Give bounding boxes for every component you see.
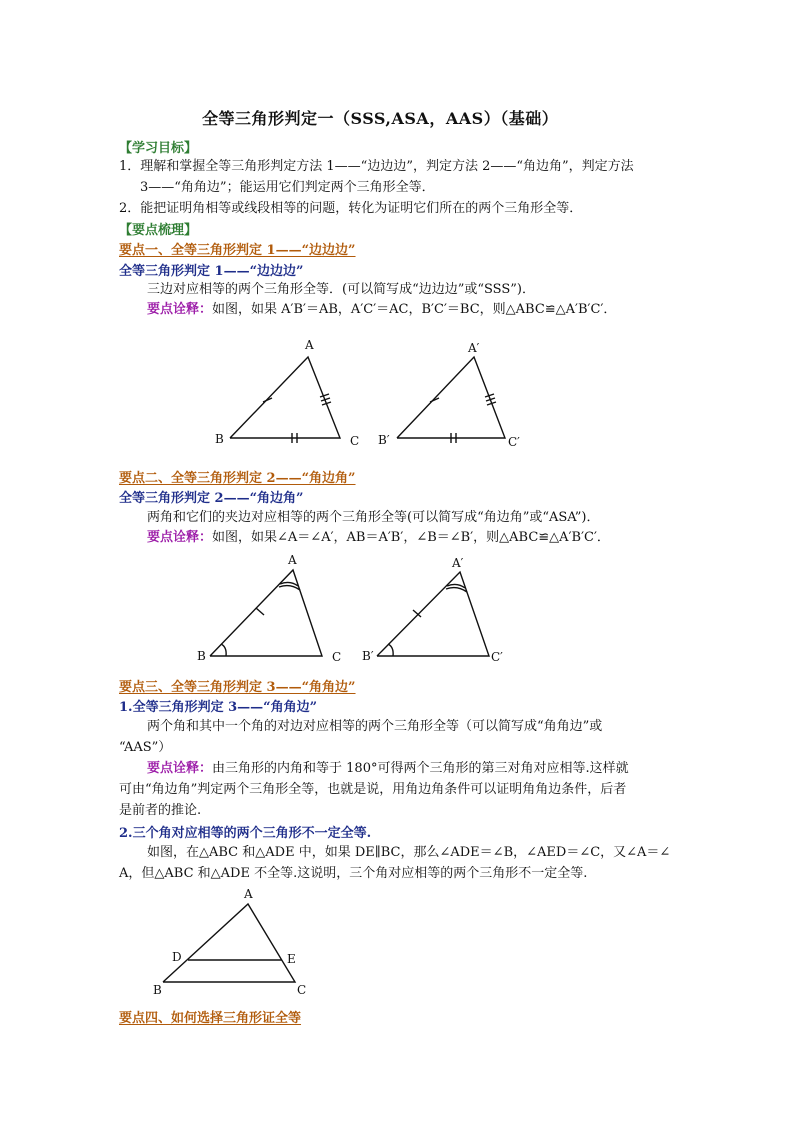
label-b: B: [215, 432, 224, 446]
label-a-3: A: [244, 887, 253, 901]
point3-sub2-heading: 2.三个角对应相等的两个三角形不一定全等.: [119, 826, 372, 841]
point3-sub2-line-2: A，但△ABC 和△ADE 不全等.这说明，三个角对应相等的两个三角形不一定全等.: [119, 866, 588, 881]
point4-heading: 要点四、如何选择三角形证全等: [119, 1011, 302, 1026]
point2-note: [147, 528, 610, 548]
label-c-3: C: [297, 983, 307, 997]
note-label: 要点诠释：: [147, 530, 213, 545]
label-c: C: [350, 434, 360, 448]
point3-subheading: 1.全等三角形判定 3——“角角边”: [119, 700, 318, 715]
point2-subheading: 全等三角形判定 2——“角边角”: [119, 491, 304, 506]
point3-heading: 要点三、全等三角形判定 3——“角角边”: [119, 680, 356, 695]
point3-text-line-2: “AAS”）: [119, 740, 172, 755]
triangle-abc-prime-outline: [397, 357, 505, 438]
key-points-heading: 【要点梳理】: [119, 223, 198, 238]
triangle-abc-prime: [378, 341, 520, 449]
point1-text: 三边对应相等的两个三角形全等．(可以简写成“边边边”或“SSS”)．: [147, 282, 535, 297]
point1-subheading: 全等三角形判定 1——“边边边”: [119, 264, 304, 279]
label-c-asa: C: [332, 650, 342, 664]
asa-figure: [190, 550, 530, 670]
point2-heading: 要点二、全等三角形判定 2——“角边角”: [119, 471, 356, 486]
label-b-3: B: [153, 983, 162, 997]
label-b-asa: B: [197, 649, 206, 663]
triangle-abc-prime-asa-outline: [377, 572, 489, 656]
label-a-asa: A: [288, 553, 297, 567]
tick-ab-asa: [256, 608, 264, 615]
label-d-3: D: [172, 950, 182, 964]
goal-item-2: 2．能把证明角相等或线段相等的问题，转化为证明它们所在的两个三角形全等．: [119, 201, 583, 216]
label-a-prime: A′: [468, 341, 480, 355]
label-b-prime: B′: [378, 433, 390, 447]
goal-item-1-line-2: 3——“角角边”；能运用它们判定两个三角形全等．: [140, 180, 435, 195]
triangle-abc-outline-3: [163, 904, 295, 982]
triangle-abc-prime-asa: [362, 556, 503, 664]
label-c-prime: C′: [508, 435, 520, 449]
sss-figure: [200, 332, 580, 454]
point1-note: [147, 300, 616, 320]
angle-arc-a-2: [279, 586, 300, 590]
label-c-prime-asa: C′: [491, 650, 503, 664]
point2-text: 两角和它们的夹边对应相等的两个三角形全等(可以简写成“角边角”或“ASA”)．: [147, 510, 600, 525]
label-b-prime-asa: B′: [362, 649, 374, 663]
triangle-abc-outline: [230, 357, 340, 438]
angle-arc-a2-2: [446, 588, 467, 592]
point3-sub2-line-1: 如图，在△ABC 和△ADE 中，如果 DE∥BC，那么∠ADE＝∠B，∠AED＝∠C，又∠A＝∠: [147, 845, 671, 860]
point3-note-line-1: [147, 759, 629, 779]
point3-note-line-3: 是前者的推论.: [119, 803, 202, 818]
tick-ac-1: [320, 394, 329, 397]
point1-heading: 要点一、全等三角形判定 1——“边边边”: [119, 243, 356, 258]
note-text: 如图，如果 A′B′＝AB，A′C′＝AC，B′C′＝BC，则△ABC≌△A′B′C′．: [212, 302, 617, 317]
point3-note-line-2: 可由“角边角”判定两个三角形全等，也就是说，用角边角条件可以证明角角边条件，后者: [119, 782, 627, 797]
label-a: A: [305, 338, 314, 352]
note-text: 由三角形的内角和等于 180°可得两个三角形的第三对角对应相等.这样就: [212, 761, 629, 776]
note-label: 要点诠释：: [147, 302, 213, 317]
label-a-prime-asa: A′: [452, 556, 464, 570]
angle-arc-b: [221, 644, 226, 656]
page-title: 全等三角形判定一（SSS,ASA，AAS）（基础）: [202, 109, 559, 128]
learning-goals-heading: 【学习目标】: [119, 141, 198, 156]
triangle-abc-asa: [197, 553, 341, 664]
angle-arc-b2: [388, 644, 393, 656]
triangle-abc: [215, 338, 359, 448]
triangle-abc-asa-outline: [210, 570, 322, 656]
goal-item-1-line-1: 1．理解和掌握全等三角形判定方法 1——“边边边”，判定方法 2——“角边角”，判定方法: [119, 159, 634, 174]
parallel-triangle-figure: [145, 884, 325, 1002]
note-text: 如图，如果∠A＝∠A′，AB＝A′B′，∠B＝∠B′，则△ABC≌△A′B′C′．: [212, 530, 610, 545]
point3-text-line-1: 两个角和其中一个角的对边对应相等的两个三角形全等（可以简写成“角角边”或: [147, 719, 603, 734]
label-e-3: E: [287, 952, 296, 966]
note-label: 要点诠释：: [147, 761, 213, 776]
